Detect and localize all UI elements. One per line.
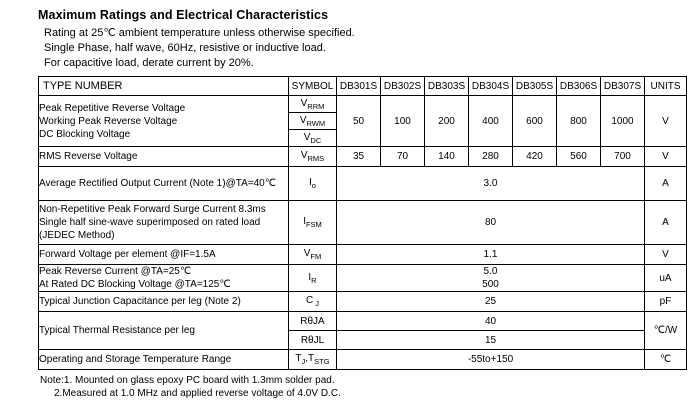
symbol-tj-tstg: $T_J,T_{STG}$ <box>289 350 337 370</box>
symbol-ifsm: $I_{FSM}$ <box>289 201 337 245</box>
units-ifsm: A <box>645 201 687 245</box>
note-line-2: 2.Measured at 1.0 MHz and applied reverse voltage of 4.0V D.C. <box>54 388 341 399</box>
param-line: Peak Repetitive Reverse Voltage <box>39 102 186 114</box>
header-part-db304s: DB304S <box>469 77 513 96</box>
symbol-vrrm: $V_{RRM}$ <box>289 96 337 113</box>
param-line: At Rated DC Blocking Voltage @TA=125℃ <box>39 279 231 290</box>
param-line: Single half sine-wave superimposed on rated load <box>39 217 261 228</box>
table-row <box>39 245 687 265</box>
intro-block <box>44 26 690 71</box>
units-vrms: V <box>645 147 687 167</box>
value-merged-rthjl: 15 <box>337 331 645 350</box>
table-row <box>39 265 687 279</box>
value-db306s-vrms: 560 <box>557 147 601 167</box>
row-param-temperature-range: Operating and Storage Temperature Range <box>39 350 289 370</box>
table-row <box>39 350 687 370</box>
value-merged-vfm: 1.1 <box>337 245 645 265</box>
symbol-io: $I_o$ <box>289 167 337 201</box>
units-reverse-voltage: V <box>645 96 687 147</box>
header-type-number: TYPE NUMBER <box>39 77 289 96</box>
value-db307s-vrms: 700 <box>601 147 645 167</box>
value-merged-temperature: -55to+150 <box>337 350 645 370</box>
intro-line-3: For capacitive load, derate current by 20%. <box>44 57 254 69</box>
units-ir: uA <box>645 265 687 292</box>
value-merged-io: 3.0 <box>337 167 645 201</box>
symbol-rthja: RθJA <box>289 312 337 331</box>
param-line: Peak Reverse Current @TA=25℃ <box>39 266 192 277</box>
value-db306s-vrrm: 800 <box>557 96 601 147</box>
units-io: A <box>645 167 687 201</box>
value-db303s-vrms: 140 <box>425 147 469 167</box>
row-param-thermal-resistance: Typical Thermal Resistance per leg <box>39 312 289 350</box>
table-row <box>39 292 687 312</box>
specifications-table <box>38 76 687 370</box>
symbol-vrms: $V_{RMS}$ <box>289 147 337 167</box>
notes-block <box>40 374 690 400</box>
value-merged-ir-25c: 5.0 <box>337 265 645 279</box>
units-cj: pF <box>645 292 687 312</box>
header-units: UNITS <box>645 77 687 96</box>
symbol-vdc: $V_{DC}$ <box>289 130 337 147</box>
page-title: Maximum Ratings and Electrical Characteristics <box>38 8 329 22</box>
header-part-db301s: DB301S <box>337 77 381 96</box>
symbol-vfm: $V_{FM}$ <box>289 245 337 265</box>
value-merged-rthja: 40 <box>337 312 645 331</box>
header-symbol: SYMBOL <box>289 77 337 96</box>
param-line: (JEDEC Method) <box>39 230 115 241</box>
symbol-ir: $I_R$ <box>289 265 337 292</box>
value-db305s-vrrm: 600 <box>513 96 557 147</box>
value-db304s-vrrm: 400 <box>469 96 513 147</box>
value-db303s-vrrm: 200 <box>425 96 469 147</box>
symbol-rthjl: RθJL <box>289 331 337 350</box>
table-row <box>39 312 687 331</box>
table-row <box>39 201 687 245</box>
header-part-db303s: DB303S <box>425 77 469 96</box>
table-header-row <box>39 77 687 96</box>
value-merged-ifsm: 80 <box>337 201 645 245</box>
value-db301s-vrrm: 50 <box>337 96 381 147</box>
header-part-db305s: DB305S <box>513 77 557 96</box>
row-param-rms-reverse-voltage: RMS Reverse Voltage <box>39 147 289 167</box>
table-row <box>39 147 687 167</box>
header-part-db302s: DB302S <box>381 77 425 96</box>
value-db301s-vrms: 35 <box>337 147 381 167</box>
table-row <box>39 96 687 113</box>
value-db302s-vrms: 70 <box>381 147 425 167</box>
value-merged-ir-125c: 500 <box>337 278 645 292</box>
symbol-vrwm: $V_{RWM}$ <box>289 113 337 130</box>
units-vfm: V <box>645 245 687 265</box>
row-param-peak-reverse-current <box>39 265 289 292</box>
row-param-surge-current <box>39 201 289 245</box>
intro-line-1: Rating at 25℃ ambient temperature unless otherwise specified. <box>44 27 355 39</box>
units-thermal-resistance: ℃/W <box>645 312 687 350</box>
header-part-db306s: DB306S <box>557 77 601 96</box>
value-merged-cj: 25 <box>337 292 645 312</box>
param-line: Working Peak Reverse Voltage <box>39 115 178 127</box>
row-param-forward-voltage: Forward Voltage per element @IF=1.5A <box>39 245 289 265</box>
value-db302s-vrrm: 100 <box>381 96 425 147</box>
param-line: DC Blocking Voltage <box>39 128 131 140</box>
value-db304s-vrms: 280 <box>469 147 513 167</box>
row-param-average-rectified-current: Average Rectified Output Current (Note 1)@TA=40℃ <box>39 167 289 201</box>
value-db307s-vrrm: 1000 <box>601 96 645 147</box>
header-part-db307s: DB307S <box>601 77 645 96</box>
table-row <box>39 167 687 201</box>
param-line: Non-Repetitive Peak Forward Surge Current 8.3ms <box>39 204 266 215</box>
units-temperature: ℃ <box>645 350 687 370</box>
symbol-cj: C $_J$ <box>289 292 337 312</box>
row-param-junction-capacitance: Typical Junction Capacitance per leg (Note 2) <box>39 292 289 312</box>
note-line-1: Note:1. Mounted on glass epoxy PC board with 1.3mm solder pad. <box>40 375 335 386</box>
row-param-reverse-voltage <box>39 96 289 147</box>
intro-line-2: Single Phase, half wave, 60Hz, resistive or inductive load. <box>44 42 326 54</box>
value-db305s-vrms: 420 <box>513 147 557 167</box>
